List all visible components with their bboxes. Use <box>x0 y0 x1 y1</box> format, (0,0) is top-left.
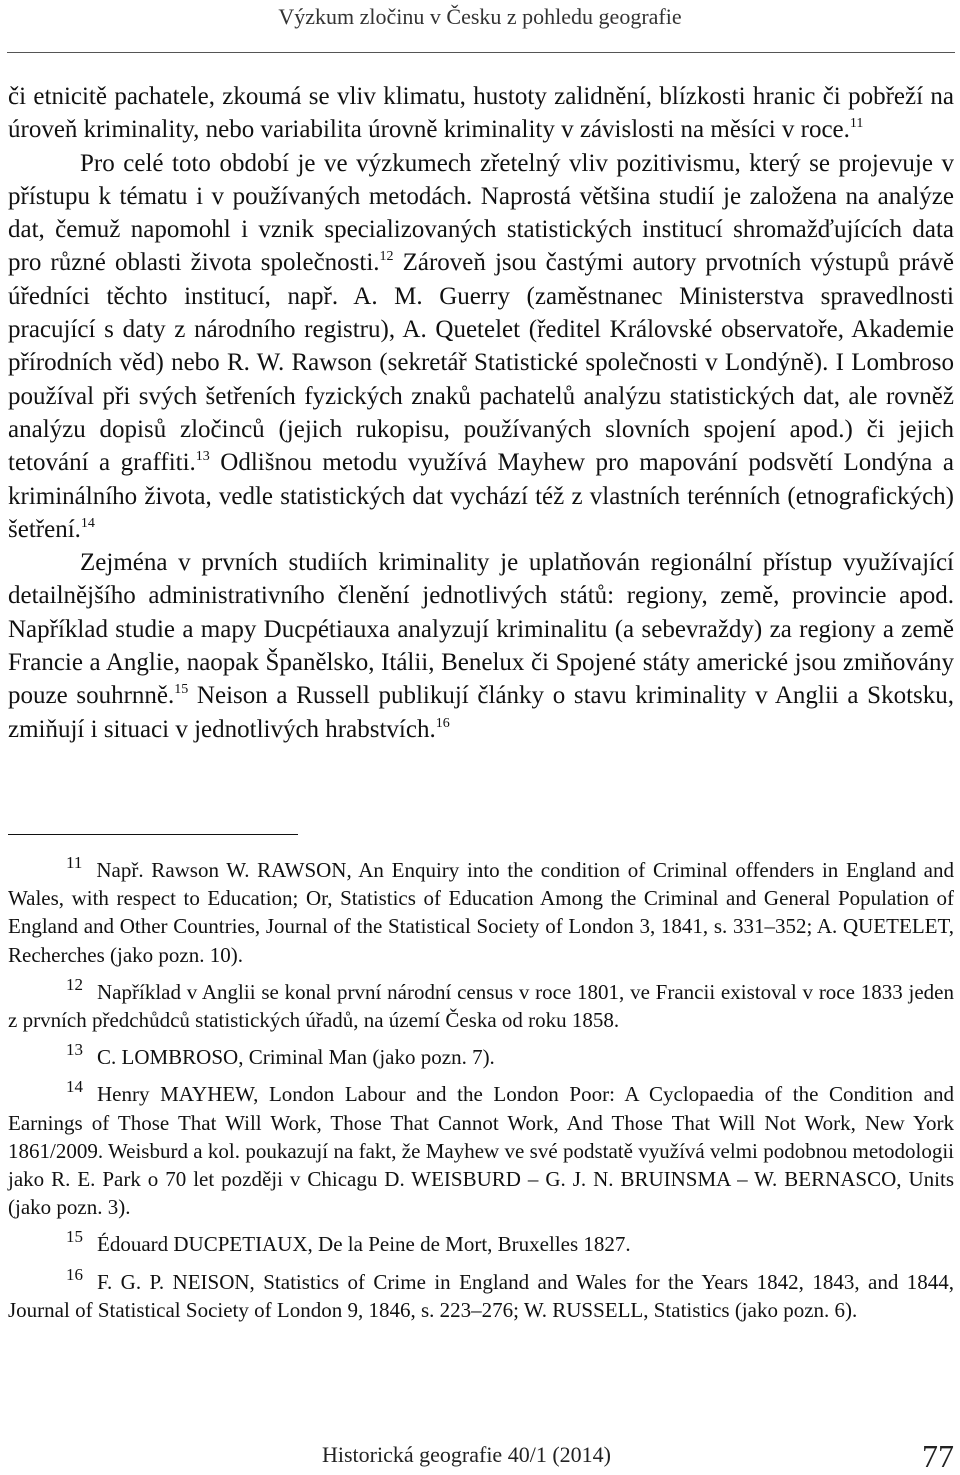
journal-citation: Historická geografie 40/1 (2014) <box>322 1442 611 1467</box>
footnote-number: 13 <box>66 1040 83 1060</box>
footnote-ref-12[interactable]: 12 <box>379 249 394 265</box>
paragraph-3-text-a: Zejména v prvních studiích kriminality je uplatňován regionální přístup využívající detailnějšího administrativního členění jednotlivých států: regiony, země, provincie apod. Například studie a mapy Ducpétiauxa analyzují kriminalitu (a sebevraždy) za regiony a země Francie a Anglie, naopak Španělsko, Itálii, Benelux či Spojené státy americké jsou zmiňovány pouze souhrnně. <box>8 549 954 710</box>
paragraph-3 <box>8 546 954 746</box>
footnote-ref-15[interactable]: 15 <box>174 682 189 698</box>
page-number: 77 <box>922 1438 954 1474</box>
header-divider <box>7 52 955 53</box>
footnote-ref-14[interactable]: 14 <box>80 515 95 531</box>
paragraph-2-text-c: Odlišnou metodu využívá Mayhew pro mapování podsvětí Londýna a kriminálního života, vedle statistických dat vychází též z vlastních terénních (etnografických) šetření. <box>8 449 954 543</box>
paragraph-1-text: či etnicitě pachatele, zkoumá se vliv klimatu, hustoty zalidnění, blízkosti hranic či pobřeží na úroveň kriminality, nebo variabilita úrovně kriminality v závislosti na měsíci v roce. <box>8 83 954 144</box>
footnote-ref-13[interactable]: 13 <box>195 449 210 465</box>
footnote-number: 11 <box>66 853 83 872</box>
running-header: Výzkum zločinu v Česku z pohledu geografie <box>278 4 682 29</box>
footnotes <box>8 853 954 1333</box>
footnote <box>8 853 954 969</box>
footnote-text: C. LOMBROSO, Criminal Man (jako pozn. 7). <box>97 1045 495 1070</box>
footnote <box>8 1040 954 1071</box>
footnote-ref-16[interactable]: 16 <box>435 715 450 731</box>
paragraph-1 <box>8 80 954 147</box>
paragraph-2 <box>8 147 954 547</box>
paragraph-2-text-a: Pro celé toto období je ve výzkumech zřetelný vliv pozitivismu, který se projevuje v přístupu k tématu i v používaných metodách. Naprostá většina studií je založena na analýze dat, čemuž napomohl i vznik specializovaných statistických institucí shromažďujících data pro různé oblasti života společnosti. <box>8 149 954 277</box>
footnote-ref-11[interactable]: 11 <box>849 116 864 132</box>
footnote <box>8 974 954 1034</box>
paragraph-2-text-b: Zároveň jsou častými autory prvotních výstupů právě úředníci těchto institucí, např. A. M. Guerry (zaměstnanec Ministerstva spravedlnosti pracující s daty z národního registru), A. Quetelet (ředitel Královské observatoře, Akademie přírodních věd) nebo R. W. Rawson (sekretář Statistické společnosti v Londýně). I Lombroso používal při svých šetřeních fyzických znaků pachatelů analýzu statistických dat, ale rovněž analýzu dopisů zločinců (jejich rukopisu, používaných slovních spojení apod.) či jejich tetování a graffiti. <box>8 249 954 477</box>
paragraph-3-text-b: Neison a Russell publikují články o stavu kriminality v Anglii a Skotsku, zmiňují i situaci v jednotlivých hrabstvích. <box>8 682 954 743</box>
footnote <box>8 1264 954 1324</box>
footnote-number: 16 <box>66 1264 83 1284</box>
footnote-number: 12 <box>66 974 83 994</box>
footnote <box>8 1077 954 1221</box>
main-text <box>8 80 954 746</box>
footnote-number: 14 <box>66 1077 83 1097</box>
footnote-text: Například v Anglii se konal první národní census v roce 1801, ve Francii existoval v roce 1833 jeden z prvních předchůdců statistických úřadů, na území Česka od roku 1858. <box>8 979 954 1033</box>
footnote <box>8 1227 954 1258</box>
footnote-text: Např. Rawson W. RAWSON, An Enquiry into the condition of Criminal offenders in England and Wales, with respect to Education; Or, Statistics of Education Among the Criminal and General Population of England and Other Countries, Journal of the Statistical Society of London 3, 1841, s. 331–352; A. QUETELET, Recherches (jako pozn. 10). <box>8 858 954 967</box>
footnote-number: 15 <box>66 1227 83 1247</box>
footnote-text: F. G. P. NEISON, Statistics of Crime in England and Wales for the Years 1842, 1843, and 1844, Journal of Statistical Society of London 9, 1846, s. 223–276; W. RUSSELL, Statistics (jako pozn. 6). <box>8 1269 954 1322</box>
footnote-text: Henry MAYHEW, London Labour and the London Poor: A Cyclopaedia of the Condition and Earnings of Those That Will Work, Those That Cannot Work, And Those That Will Not Work, New York 1861/2009. Weisburd a kol. poukazují na fakt, že Mayhew ve své podstatě využívá velmi podobnou metodologii jako R. E. Park o 70 let později v Chicagu D. WEISBURD – G. J. N. BRUINSMA – W. BERNASCO, Units (jako pozn. 3). <box>8 1082 954 1220</box>
footnote-text: Édouard DUCPETIAUX, De la Peine de Mort, Bruxelles 1827. <box>97 1232 631 1257</box>
footnote-divider <box>8 834 298 835</box>
